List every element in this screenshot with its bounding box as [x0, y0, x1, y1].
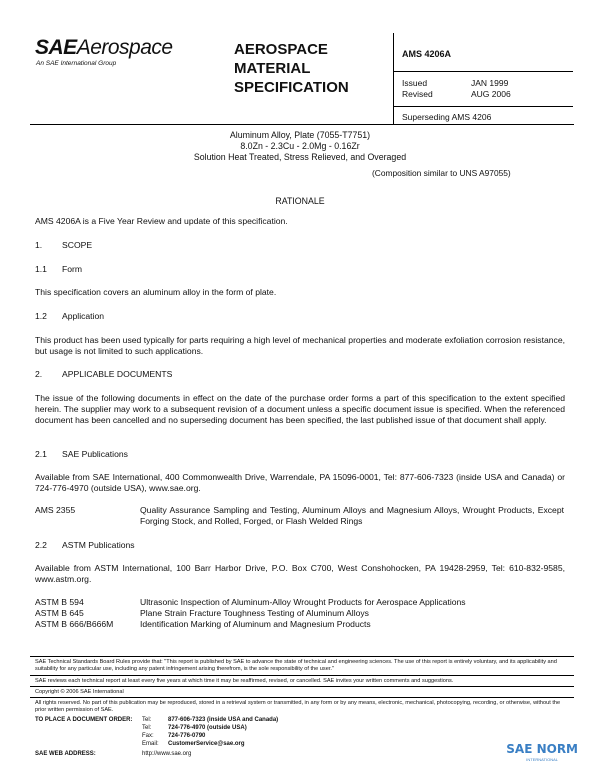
- footer-rights: All rights reserved. No part of this publication may be reproduced, stored in a retrieval system or transmitted, in any form or by any means, electronic, mechanical, photocopying, recording, or otherwise, without the prior written permission of SAE.: [35, 700, 561, 713]
- header-divider-vertical: [393, 33, 394, 125]
- title-line-3: SPECIFICATION: [234, 79, 349, 96]
- logo-subtitle: An SAE International Group: [36, 60, 117, 67]
- scope-title: SCOPE: [62, 240, 93, 250]
- footer-divider-4: [30, 697, 574, 698]
- fax-label: Fax:: [142, 733, 154, 739]
- sae-pub-text: Available from SAE International, 400 Commonwealth Drive, Warrendale, PA 15096-0001, Tel: 877-606-7323 (inside USA and Canada) or 724-776-4970 (outside USA), www.sae.org.: [35, 472, 565, 493]
- footer-divider-3: [30, 686, 574, 687]
- fax-value: 724-776-0790: [168, 733, 206, 739]
- applicable-title: APPLICABLE DOCUMENTS: [62, 369, 173, 379]
- applicable-text: The issue of the following documents in effect on the date of the purchase order forms a part of this specification to the extent specified herein. The supplier may work to a subsequent revision of a document unless a specific document issue is specified. When the referenced document has been cancelled and no superseding document has been specified, the last published issue of that document shall apply.: [35, 393, 565, 425]
- rationale-heading: RATIONALE: [275, 196, 325, 206]
- issued-label: Issued: [402, 78, 428, 88]
- form-text: This specification covers an aluminum alloy in the form of plate.: [35, 287, 277, 297]
- email-label: Email:: [142, 741, 159, 747]
- web-value: http://www.sae.org: [142, 751, 192, 757]
- tel-label: Tel:: [142, 717, 152, 723]
- sae-norm-watermark: SAE NORM: [506, 742, 578, 756]
- footer-divider: [30, 656, 574, 657]
- astm-ref-desc: Identification Marking of Aluminum and Magnesium Products: [140, 619, 371, 629]
- composition-note: (Composition similar to UNS A97055): [372, 168, 511, 178]
- sae-norm-sub: INTERNATIONAL: [526, 757, 558, 762]
- title-line-2: MATERIAL: [234, 60, 311, 77]
- scope-number: 1.: [35, 240, 43, 250]
- application-title: Application: [62, 311, 105, 321]
- header-divider-docno: [393, 71, 573, 72]
- material-line-2: 8.0Zn - 2.3Cu - 2.0Mg - 0.16Zr: [240, 141, 360, 151]
- astm-ref-desc: Ultrasonic Inspection of Aluminum-Alloy Wrought Products for Aerospace Applications: [140, 597, 466, 607]
- superseding-text: Superseding AMS 4206: [402, 112, 492, 122]
- tel2-label: Tel:: [142, 725, 152, 731]
- sae-ref-desc: Quality Assurance Sampling and Testing, Aluminum Alloys and Magnesium Alloys, Wrought Products, Except Forging Stock, and Rolled, Forged, or Flash Welded Rings: [140, 505, 564, 526]
- application-number: 1.2: [35, 311, 47, 321]
- astm-ref-code: ASTM B 666/B666M: [35, 619, 114, 629]
- logo-aero-text: Aerospace: [76, 36, 173, 59]
- astm-pub-title: ASTM Publications: [62, 540, 135, 550]
- astm-ref-code: ASTM B 645: [35, 608, 84, 618]
- footer-divider-2: [30, 675, 574, 676]
- doc-number: AMS 4206A: [402, 49, 452, 59]
- astm-pub-text: Available from ASTM International, 100 Barr Harbor Drive, P.O. Box C700, West Conshohocken, PA 19428-2959, Tel: 610-832-9585, www.astm.org.: [35, 563, 565, 584]
- footer-review: SAE reviews each technical report at least every five years at which time it may be reaffirmed, revised, or cancelled. SAE invites your written comments and suggestions.: [35, 678, 454, 684]
- form-number: 1.1: [35, 264, 47, 274]
- application-text: This product has been used typically for parts requiring a high level of mechanical properties and moderate exfoliation corrosion resistance, but usage is not limited to such applications.: [35, 335, 565, 356]
- sae-pub-title: SAE Publications: [62, 449, 128, 459]
- material-line-3: Solution Heat Treated, Stress Relieved, and Overaged: [193, 152, 407, 162]
- astm-ref-desc: Plane Strain Fracture Toughness Testing of Aluminum Alloys: [140, 608, 369, 618]
- rationale-text: AMS 4206A is a Five Year Review and update of this specification.: [35, 216, 288, 226]
- footer-rules: SAE Technical Standards Board Rules provide that: "This report is published by SAE to advance the state of technical and engineering sciences. The use of this report is entirely voluntary, and its applicability and suitability for any particular use, including any patent infringement arising therefrom, is the sole responsibility of the user.": [35, 659, 557, 672]
- sae-pub-number: 2.1: [35, 449, 47, 459]
- astm-pub-number: 2.2: [35, 540, 47, 550]
- revised-label: Revised: [402, 89, 433, 99]
- form-title: Form: [62, 264, 83, 274]
- doc-type-title: [234, 40, 394, 97]
- astm-ref-code: ASTM B 594: [35, 597, 84, 607]
- revised-value: AUG 2006: [471, 89, 511, 99]
- material-line-1: Aluminum Alloy, Plate (7055-T7751): [229, 130, 371, 140]
- header-divider-bottom: [30, 124, 574, 125]
- applicable-number: 2.: [35, 369, 43, 379]
- issued-value: JAN 1999: [471, 78, 509, 88]
- sae-logo: [35, 36, 173, 60]
- tel-value: 877-606-7323 (inside USA and Canada): [168, 717, 279, 723]
- sae-ref-code: AMS 2355: [35, 505, 76, 515]
- email-value: CustomerService@sae.org: [168, 741, 245, 747]
- order-label: TO PLACE A DOCUMENT ORDER:: [35, 717, 133, 723]
- title-line-1: AEROSPACE: [234, 41, 328, 58]
- web-label: SAE WEB ADDRESS:: [35, 751, 96, 757]
- tel2-value: 724-776-4970 (outside USA): [168, 725, 247, 731]
- logo-sae-text: SAE: [35, 36, 77, 59]
- footer-copyright: Copyright © 2006 SAE International: [35, 689, 124, 695]
- header-divider-dates: [393, 106, 573, 107]
